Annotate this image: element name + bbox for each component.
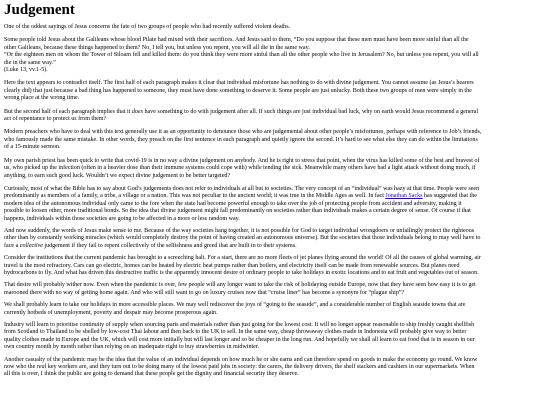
paragraph-industry — [4, 322, 537, 352]
emphasis-text: real — [36, 364, 47, 371]
paragraph-text: now who the — [4, 364, 37, 371]
paragraph-intro — [4, 24, 537, 31]
paragraph-line: clearly did) that just because a bad thing has happened to someone, they must have done something to deserve it. Some people are just unlucky. Both these two groups of men were simply in the — [4, 87, 472, 94]
paragraph-line: other than by constantly working miracles (which would completely destroy the point of having created an autonomous universe). But the societies that those individuals belong to may well have to — [4, 235, 481, 242]
paragraph-line: Another casualty of the pandemic may be the idea that the value of an individual depends on how much he or she earns and can therefore spend on goods to make the economy go round. We know — [4, 356, 478, 363]
quote-line: die in the same way.” — [4, 59, 56, 66]
paragraph-text: has suggested that the — [422, 193, 477, 200]
paragraph-text: have something to do with judgement after all. If such things are just individual bad luck, why on earth would Jesus recommend a general — [142, 108, 479, 115]
paragraph-holidays — [4, 282, 537, 297]
quote-line: other Galileans, because these things happened to them? No, I tell you, but unless you repent, you will all die in the same way. — [4, 44, 310, 51]
emphasis-text: collective — [19, 242, 43, 249]
paragraph-line: currently hotbeds of unemployment, poverty and despair may become prosperous again. — [4, 309, 218, 316]
scripture-quote — [4, 37, 537, 74]
paragraph-line: Consider the institutions that the current pandemic has brought to a screeching halt. For a start, there are no more fleets of jet planes flying around the world! Of all the causes of global warming, air — [4, 255, 481, 262]
quote-line: “Or the eighteen men on whom the Tower of Siloam fell and killed them: do you think they were more sinful than all the other people who live in Jerusalem? No, but unless you repent, you will all — [4, 52, 479, 59]
paragraph-institutions — [4, 255, 537, 277]
paragraph-line: happens, individuals within those societies are going to be affected in a more or less random way. — [4, 215, 240, 222]
emphasis-text: does — [131, 108, 143, 115]
paragraph-line: travel is the most refractory. Cars can go electric, homes can be heated by electric heat pumps rather than boilers, and electricity itself can be made from renewable sources. But planes need — [4, 262, 460, 269]
paragraph-line — [4, 109, 537, 116]
paragraph-second-half — [4, 109, 537, 124]
paragraph-line: modern idea of the autonomous individual only came to the fore when the state had become powerful enough to take over the job of protecting people from accident and adversity, making it — [4, 200, 462, 207]
paragraph-line: all this is over, I think the public are going to demand that these people get the dignity and financial security they deserve. — [4, 371, 299, 378]
paragraph-parish-priest — [4, 158, 537, 180]
paragraph-line: from Scotland to Thailand to be shelled by low-cost Thai labour and then back to the UK to sell. In the same way, cheap throwaway clothes made in Indonesia will probably give way to better — [4, 329, 467, 336]
paragraph-preachers — [4, 129, 537, 151]
paragraph-line — [4, 193, 537, 200]
paragraph-line: That desire will probably wither now. Even when the pandemic is over, few people will any longer want to take the risk of holidaying outside Europe, now that they have seen how easy it is to get — [4, 282, 476, 289]
paragraph-text: key workers are, and they turn out to be doing many of the lowest paid jobs in society: the carers, the delivery drivers, the shelf stackers and cashiers in our supermarkets. When — [46, 364, 475, 371]
paragraph-line: wrong place at the wrong time. — [4, 95, 80, 102]
paragraph-societies — [4, 186, 537, 223]
paragraph-line: who famously made the same mistake. In other words, they preach on the first sentence in each paragraph and quietly ignore the second. It’s hard to see what else they can do within the limitations — [4, 136, 478, 143]
paragraph-line: marooned there with no way of getting home again. And who will still want to go on luxury cruises now that “cruise liner” has become a synonym for “plague ship”? — [4, 289, 405, 296]
paragraph-line — [4, 243, 537, 250]
paragraph-contradiction — [4, 80, 537, 102]
paragraph-line: Here the text appears to contradict itself. The first half of each paragraph makes it clear that individual misfortune has nothing to do with divine judgement. You cannot assume (as Jesus’s hearers — [4, 80, 474, 87]
paragraph-key-workers — [4, 357, 537, 379]
paragraph-text: face a — [4, 242, 20, 249]
paragraph-line: Modern preachers who have to deal with this text generally use it as an opportunity to denounce those who are judgemental about other people’s misfortunes, perhaps with reference to Job’s friends, — [4, 129, 482, 136]
paragraph-words-of-jesus — [4, 228, 537, 250]
quote-line: Some people told Jesus about the Galileans whose blood Pilate had mixed with their sacrifices. And Jesus said to them, “Do you suppose that these men must have been more sinful than all the — [4, 37, 469, 44]
paragraph-line: Curiously, most of what the Bible has to say about God’s judgements does not refer to individuals at all but to societies. The very concept of an “individual” was hazy at that time. People were seen — [4, 185, 480, 192]
paragraph-text: predominantly as members of a family, a tribe, a village or a nation. This was not peculiar to the ancient world; it was true in the Middle Ages as well. In fact — [4, 193, 386, 200]
paragraph-line: us, who picked up the infection (often in a heavier dose than their immune systems could cope with) while tending the sick. Meanwhile many others have had a light attack without doing much, if — [4, 165, 476, 172]
quote-citation: (Luke 13, vv.1-5). — [4, 67, 48, 74]
paragraph-line: Industry will learn to prioritise continuity of supply when sourcing parts and materials rather than just going for the lowest cost. It will no longer appear reasonable to ship freshly caught shellfish — [4, 322, 475, 328]
jonathan-sacks-link[interactable]: Jonathan Sacks — [385, 193, 423, 200]
paragraph-line: own country month by month rather than relying on an inadequate right to buy strawberries in midwinter. — [4, 344, 260, 351]
paragraph-line: hydrocarbons to fly. And what has driven this destructive traffic is the apparently innocent desire of ordinary people to take holidays in exotic locations and to eat fruit and vegetables out of season. — [4, 269, 479, 276]
paragraph-intro-text: One of the oddest sayings of Jesus concerns the fate of two groups of people who had recently suffered violent deaths. — [4, 24, 291, 30]
paragraph-line: possible to loosen other, more traditional bonds. So the idea that divine judgement might fall predominantly on societies rather than individuals makes a certain degree of sense. Of course if that — [4, 208, 471, 215]
paragraph-line: We shall probably learn to take our holidays in more accessible places. We may well rediscover the joys of “going to the seaside”, and a considerable number of English seaside towns that are — [4, 302, 466, 309]
paragraph-line: anything, to earn such good luck. Wouldn’t we expect divine judgement to be better targeted? — [4, 172, 231, 179]
paragraph-line: And now suddenly, the words of Jesus make sense to me. Because of the way societies hang together, it is not possible for God to target individual wrongdoers or unfailingly protect the righteous — [4, 227, 475, 234]
paragraph-line: act of repentance to protect us from them? — [4, 116, 107, 123]
paragraph-line: quality clothes made in Europe and the UK, which will cost more initially but will last longer and so be cheaper in the long run. And hopefully we shall all learn to eat food that is in season in our — [4, 336, 475, 343]
paragraph-text: judgement if they fail to repent collectively of the selfishness and greed that are built in to their systems. — [42, 242, 297, 249]
paragraph-text: But the second half of each paragraph implies that it — [4, 108, 132, 115]
paragraph-line: My own parish priest has been quick to write that covid-19 is in no way a divine judgement on anybody. And he is right to stress that point, when the virus has killed some of the best and bravest of — [4, 157, 480, 164]
page-title: Judgement — [4, 2, 75, 18]
paragraph-seaside — [4, 302, 537, 317]
paragraph-line: of a 15-minute sermon. — [4, 144, 61, 151]
